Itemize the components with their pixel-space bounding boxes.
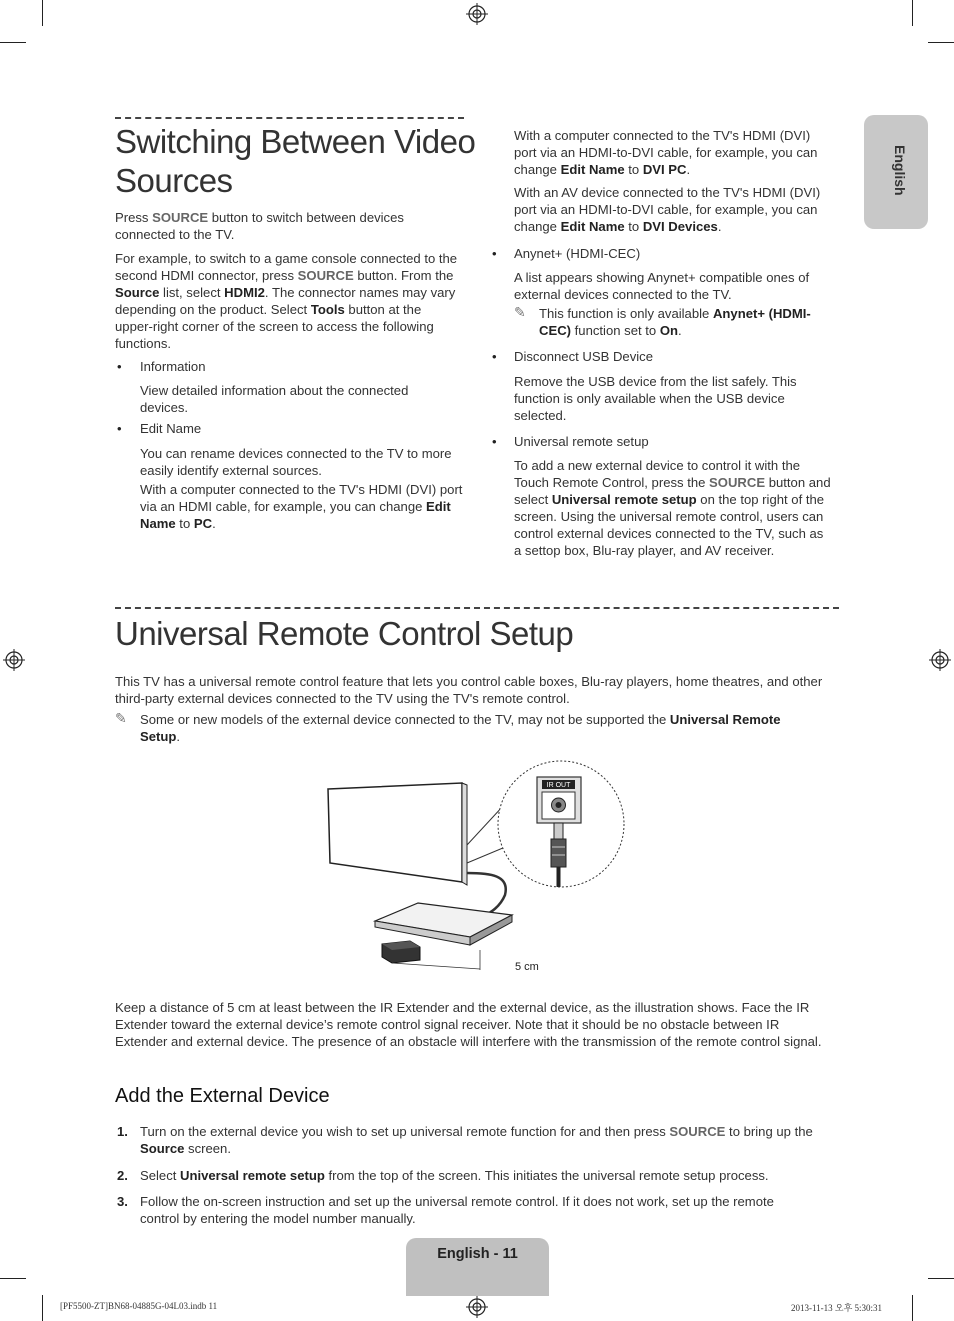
text: Press [115,210,153,225]
dvi-devices-paragraph [514,184,836,235]
crop-mark [928,42,954,43]
on-term: On [659,323,679,338]
registration-mark-icon [466,1296,488,1318]
text: Turn on the external device you wish to set up universal remote function for and then press [140,1124,670,1139]
text: to bring up the [725,1124,813,1139]
bullet: • [492,246,497,261]
text: button. From the [353,268,454,283]
text: With a computer connected to the TV's HDMI (DVI) port via an HDMI-to-DVI cable, for example, you can change [514,128,818,177]
crop-mark [42,1295,43,1321]
text: To add a new external device to control it with the Touch Remote Control, press the [514,458,801,490]
external-device-icon [375,903,512,945]
page-number: English - 11 [437,1246,518,1262]
source-term: Source [140,1141,185,1156]
crop-mark [0,42,26,43]
language-tab [864,115,928,229]
text: This function is only available [539,306,713,321]
sub-title: Add the External Device [115,1085,330,1107]
universal-remote-term: Universal Remote [669,712,781,727]
language-tab-label: English [892,145,908,196]
bullet-label-universal: Universal remote setup [514,434,649,449]
keep-distance-paragraph: Keep a distance of 5 cm at least between the IR Extender and the external device, as the illustration shows. Face the IR Extender toward the external device’s remote control signal receiver. Note that it should be no obstacle between IR Extender and external device. The presence of an obstacle will interfere with the transmission of the remote control signal. [115,1000,822,1049]
text: Some or new models of the external device connected to the TV, may not be supported the [140,712,670,727]
text: from the top of the screen. This initiates the universal remote setup process. [324,1168,769,1183]
step-number: 3. [117,1194,128,1209]
ir-extender-icon [382,941,420,963]
tools-term: Tools [310,302,345,317]
source-key: SOURCE [669,1124,726,1139]
example-paragraph [115,250,460,352]
anynet-text: A list appears showing Anynet+ compatible ones of external devices connected to the TV. [514,270,810,302]
bullet: • [117,359,122,374]
source-key: SOURCE [709,475,766,490]
disconnect-text: Remove the USB device from the list safely. This function is only available when the USB device selected. [514,374,797,423]
text: button and select [514,475,831,507]
intro-paragraph [115,209,445,243]
text: Select [140,1168,181,1183]
section-title-line1: Switching Between Video [115,123,476,160]
crop-mark [42,0,43,26]
step-number: 2. [117,1168,128,1183]
ir-extender-illustration [320,755,640,980]
universal-text [514,457,832,559]
note-pencil-icon: ✎ [115,710,127,726]
crop-mark [912,1295,913,1321]
source-list-term: Source [115,285,160,300]
section-divider [115,117,464,119]
registration-mark-icon [929,649,951,671]
bullet-label-edit-name: Edit Name [140,421,202,436]
step-number: 1. [117,1124,128,1139]
note-pencil-icon: ✎ [514,304,526,320]
edit-name-term: Edit Name [140,499,451,531]
bullet: • [492,434,497,449]
crop-mark [912,0,913,26]
text: . [176,729,181,744]
step-1-text [140,1123,840,1157]
edit-name-term: Edit Name [560,162,625,177]
universal-setup-term: Universal remote setup [551,492,697,507]
text: button at the upper-right corner of the screen to access the following functions. [115,302,434,351]
universal-intro: This TV has a universal remote control feature that lets you control cable boxes, Blu-ray players, home theatres, and other third-party external devices connected to the TV using the TV's remote control. [115,674,823,706]
distance-label: 5 cm [515,961,539,973]
hdmi2-term: HDMI2 [224,285,265,300]
bullet: • [117,421,122,436]
anynet-term: Anynet+ (HDMI- [712,306,811,321]
text: . The connector names may vary depending on the product. Select [115,285,456,317]
dvi-pc-term: DVI PC [642,162,687,177]
text: . [686,162,691,177]
step-3-text: Follow the on-screen instruction and set up the universal remote control. If it does not work, set up the remote control by entering the model number manually. [140,1194,774,1226]
source-key: SOURCE [152,210,209,225]
text: . [717,219,722,234]
text: screen. [184,1141,231,1156]
pc-term: PC [193,516,213,531]
anynet-note [539,305,839,339]
universal-remote-term: Setup [140,729,177,744]
text: For example, to switch to a game console connected to the second HDMI connector, press [115,251,458,283]
print-slug-right: 2013-11-13 오후 5:30:31 [791,1303,883,1313]
tv-icon [328,783,467,885]
anynet-term: CEC) [539,323,572,338]
print-slug-left: [PF5500-ZT]BN68-04885G-04L03.indb 11 [60,1301,218,1311]
bullet-label-anynet: Anynet+ (HDMI-CEC) [514,246,641,261]
text: . [678,323,682,338]
bullet-label-disconnect: Disconnect USB Device [514,349,653,364]
edit-name-text-2 [140,481,465,532]
bullet-label-information: Information [140,359,206,374]
universal-setup-term: Universal remote setup [180,1168,325,1183]
universal-note [140,711,840,745]
text: function set to [571,323,660,338]
section-title-line2: Sources [115,162,233,199]
text: . [212,516,216,531]
text: With a computer connected to the TV's HDMI (DVI) port via an HDMI cable, for example, you can change [140,482,463,514]
text: With an AV device connected to the TV's HDMI (DVI) port via an HDMI-to-DVI cable, for example, you can change [514,185,821,234]
dvi-pc-paragraph [514,127,834,178]
dvi-devices-term: DVI Devices [642,219,718,234]
crop-mark [0,1278,26,1279]
bullet: • [492,349,497,364]
section-title: Universal Remote Control Setup [115,615,574,652]
page-number-tab [406,1238,549,1296]
text: to [624,162,643,177]
text: list, select [159,285,225,300]
text: on the top right of the screen. Using the universal remote control, users can control external devices connected to the TV, such as a settop box, Blu-ray player, and AV receiver. [514,492,825,558]
section-title [115,122,475,200]
text: button to switch between devices connected to the TV. [115,210,404,242]
ir-out-port-icon [537,777,581,823]
registration-mark-icon [466,3,488,25]
source-key: SOURCE [297,268,354,283]
step-2-text [140,1167,840,1184]
edit-name-text: You can rename devices connected to the TV to more easily identify external sources. [140,446,452,478]
section-divider [115,607,839,609]
text: to [175,516,194,531]
ir-out-label: IR OUT [546,782,571,789]
edit-name-term: Edit Name [560,219,625,234]
text: to [624,219,643,234]
registration-mark-icon [3,649,25,671]
information-text: View detailed information about the connected devices. [140,383,409,415]
crop-mark [928,1278,954,1279]
